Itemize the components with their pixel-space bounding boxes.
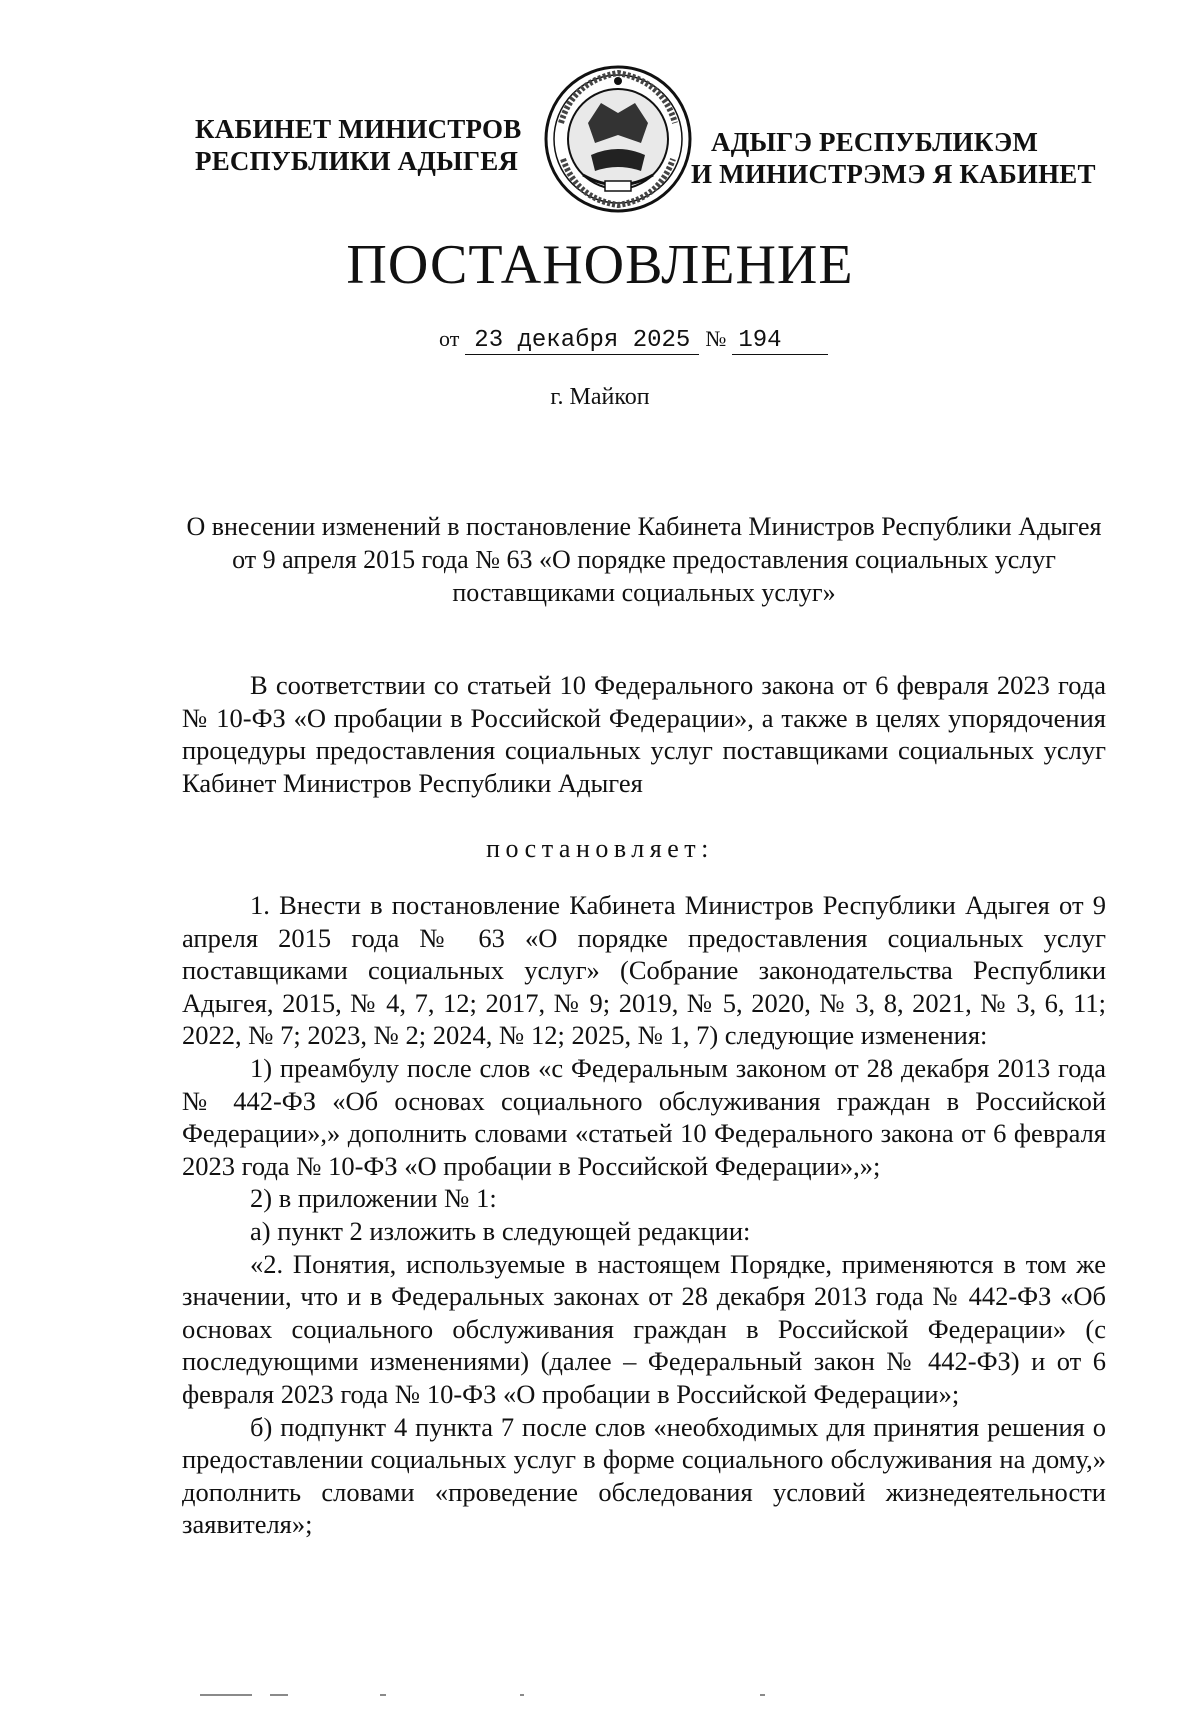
date-number-line xyxy=(433,324,828,355)
issue-city: г. Майкоп xyxy=(550,384,650,410)
item-paragraph-5: «2. Понятия, используемые в настоящем Порядке, применяются в том же значении, что и в Федеральных законах от 28 декабря 2013 года № 442-ФЗ «Об основах социального обслуживания граждан в Российской Федерации» (с последующими изменениями) (далее – Федеральный закон № 442-ФЗ) и от 6 февраля 2023 года № 10-ФЗ «О пробации в Российской Федерации»; xyxy=(182,1248,1106,1409)
issuer-name-adyghe xyxy=(691,126,1096,190)
date-prefix: от xyxy=(439,326,460,351)
issuer-name-russian-line-1: КАБИНЕТ МИНИСТРОВ xyxy=(195,114,522,144)
preamble-paragraph: В соответствии со статьей 10 Федерального закона от 6 февраля 2023 года № 10-ФЗ «О пробации в Российской Федерации», а также в целях упорядочения процедуры предоставления социальных услуг поставщиками социальных услуг Кабинет Министров Республики Адыгея xyxy=(182,670,1106,798)
republic-of-adygea-coat-of-arms-icon xyxy=(543,63,693,215)
item-paragraph-2: 1) преамбулу после слов «с Федеральным законом от 28 декабря 2013 года № 442-ФЗ «Об основах социального обслуживания граждан в Российской Федерации»,» дополнить словами «статьей 10 Федерального закона от 6 февраля 2023 года № 10-ФЗ «О пробации в Российской Федерации»,»; xyxy=(182,1052,1106,1181)
item-paragraph-3: 2) в приложении № 1: xyxy=(250,1183,497,1214)
document-number: 194 xyxy=(732,328,828,355)
issuer-name-adyghe-line-2: И МИНИСТРЭМЭ Я КАБИНЕТ xyxy=(691,159,1096,189)
resolution-items xyxy=(182,889,1106,1541)
document-type-title: ПОСТАНОВЛЕНИЕ xyxy=(346,234,854,296)
number-prefix: № xyxy=(705,326,727,351)
item-paragraph-4: а) пункт 2 изложить в следующей редакции: xyxy=(250,1215,751,1246)
document-subject: О внесении изменений в постановление Кабинета Министров Республики Адыгея от 9 апреля 2015 года № 63 «О порядке предоставления социальных услуг поставщиками социальных услуг» xyxy=(186,512,1102,607)
issuer-name-russian-line-2: РЕСПУБЛИКИ АДЫГЕЯ xyxy=(195,146,519,176)
item-paragraph-1: 1. Внести в постановление Кабинета Министров Республики Адыгея от 9 апреля 2015 года № 63 «О порядке предоставления социальных услуг поставщиками социальных услуг» (Собрание законодательства Республики Адыгея, 2015, № 4, 7, 12; 2017, № 9; 2019, № 5, 2020, № 3, 8, 2021, № 3, 6, 11; 2022, № 7; 2023, № 2; 2024, № 12; 2025, № 1, 7) следующие изменения: xyxy=(182,890,1106,1051)
preamble-block xyxy=(182,669,1106,799)
scan-artifact-marks xyxy=(200,1694,1020,1700)
issuer-name-adyghe-line-1: АДЫГЭ РЕСПУБЛИКЭМ xyxy=(711,127,1039,157)
resolves-heading: постановляет: xyxy=(486,834,714,863)
issuer-name-russian xyxy=(195,113,521,177)
document-date: 23 декабря 2025 xyxy=(465,328,699,355)
item-paragraph-6: б) подпункт 4 пункта 7 после слов «необходимых для принятия решения о предоставлении социальных услуг в форме социального обслуживания на дому,» дополнить словами «проведение обследования условий жизнедеятельности заявителя»; xyxy=(182,1411,1106,1540)
